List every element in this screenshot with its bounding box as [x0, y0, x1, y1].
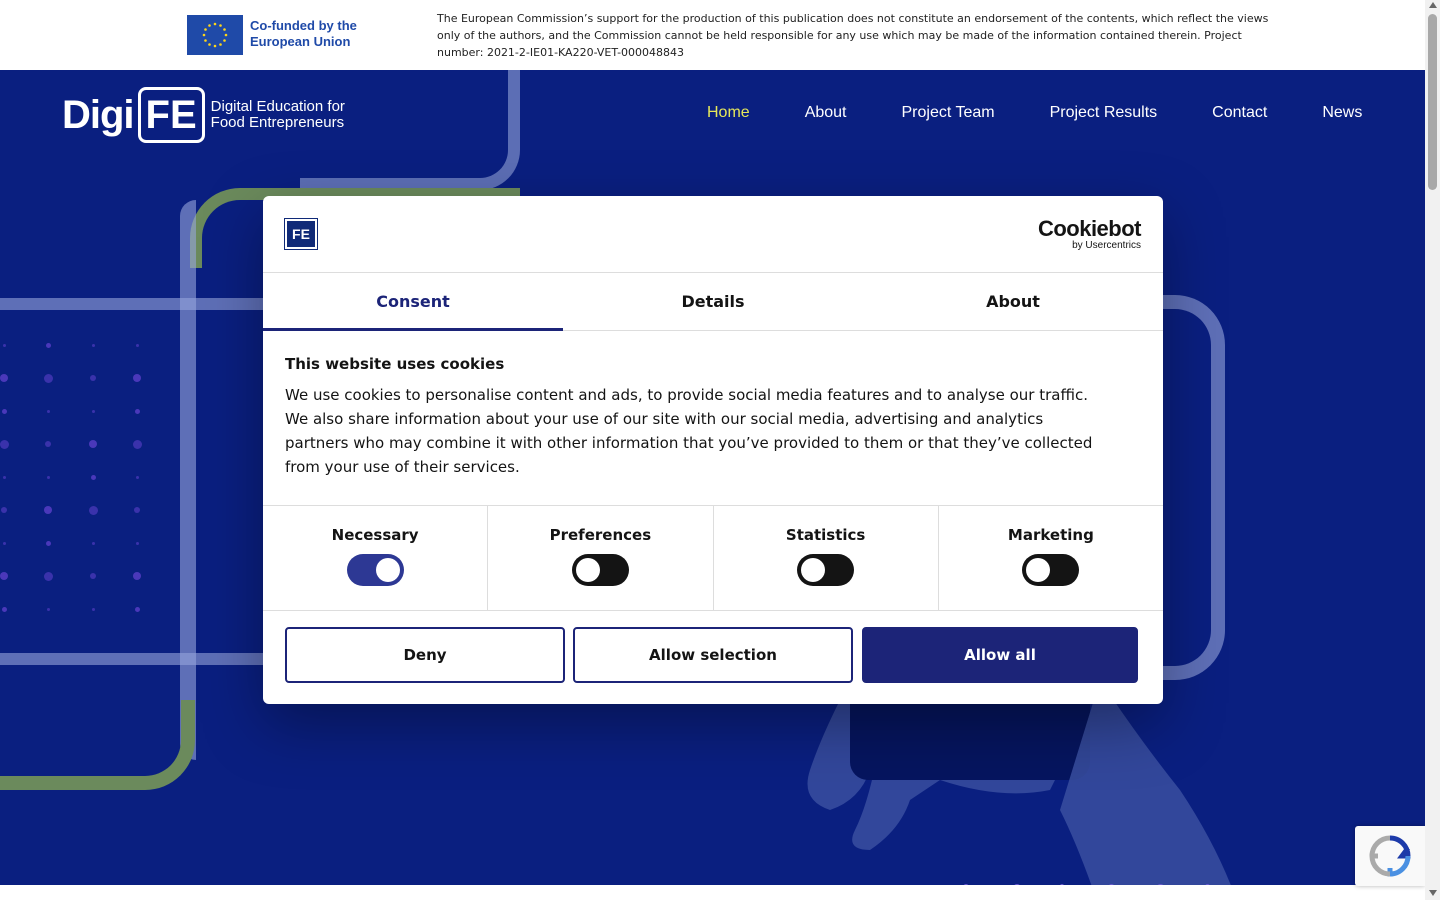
dialog-description: We use cookies to personalise content and ads, to provide social media features and to analyse our traffic. We also share information about your use of our site with our social media, advertising and analytics partners who may combine it with other information that you’ve provided to them or that they’ve collected from your use of their services.	[285, 386, 1093, 476]
toggle-group-statistics	[714, 506, 939, 610]
decorative-dot	[0, 440, 9, 449]
decorative-dot	[92, 608, 95, 611]
hand-holding-phone-image	[800, 680, 1250, 885]
dialog-buttons	[263, 611, 1163, 699]
decorative-dot	[92, 344, 95, 347]
eu-funding-label: Co-funded by the European Union	[250, 18, 357, 49]
decorative-dot	[133, 440, 142, 449]
decorative-dot	[89, 506, 98, 515]
decorative-dot	[47, 410, 50, 413]
decorative-dot	[92, 410, 95, 413]
cookie-consent-dialog	[263, 196, 1163, 704]
logo-tagline: Digital Education for Food Entrepreneurs	[210, 98, 345, 131]
nav-news[interactable]: News	[1322, 104, 1363, 121]
tab-about[interactable]: About	[986, 292, 1040, 311]
toggle-knob	[576, 558, 600, 582]
toggle-group-necessary	[263, 506, 488, 610]
necessary-toggle[interactable]	[347, 554, 404, 586]
cookie-category-toggles	[263, 505, 1163, 611]
decorative-dot-grid	[0, 335, 160, 615]
decorative-frame	[0, 700, 195, 790]
decorative-dot	[45, 441, 51, 447]
decorative-dot	[44, 572, 53, 581]
toggle-label: Preferences	[549, 526, 652, 544]
toggle-knob	[801, 558, 825, 582]
decorative-dot	[0, 572, 8, 580]
toggle-group-marketing	[939, 506, 1163, 610]
scroll-down-arrow-icon[interactable]	[1429, 890, 1437, 896]
page-scrollbar[interactable]	[1425, 0, 1440, 900]
logo-fe: FE	[138, 87, 205, 143]
nav-about[interactable]: About	[804, 104, 847, 121]
dialog-title: This website uses cookies	[285, 355, 505, 373]
eu-flag-icon	[187, 15, 243, 55]
decorative-dot	[0, 374, 8, 382]
eu-funding-banner	[0, 0, 1425, 70]
decorative-dot	[134, 507, 140, 513]
decorative-dot	[136, 542, 139, 545]
cookiebot-subtitle: by Usercentrics	[1072, 240, 1141, 251]
decorative-line	[0, 653, 300, 665]
logo-digi: Digi	[62, 92, 134, 137]
decorative-line	[0, 298, 300, 310]
decorative-dot	[46, 541, 51, 546]
decorative-dot	[133, 374, 141, 382]
decorative-dot	[90, 375, 96, 381]
scroll-up-arrow-icon[interactable]	[1429, 2, 1437, 8]
preferences-toggle[interactable]	[572, 554, 629, 586]
cookiebot-name: Cookiebot	[1037, 216, 1141, 241]
decorative-dot	[3, 344, 6, 347]
decorative-dot	[135, 409, 140, 414]
dialog-tabs	[263, 273, 1163, 331]
decorative-dot	[133, 572, 141, 580]
decorative-dot	[44, 506, 52, 514]
decorative-dot	[136, 344, 139, 347]
toggle-label: Statistics	[785, 526, 866, 544]
site-logo-small: FE	[285, 219, 317, 249]
cookiebot-logo[interactable]	[1038, 218, 1141, 251]
page-bottom-strip	[0, 885, 1425, 900]
toggle-label: Necessary	[331, 526, 419, 544]
nav-project-results[interactable]: Project Results	[1049, 104, 1158, 121]
nav-project-team[interactable]: Project Team	[901, 104, 995, 121]
decorative-dot	[2, 607, 7, 612]
allow-selection-button[interactable]: Allow selection	[573, 627, 853, 683]
decorative-dot	[136, 476, 139, 479]
decorative-dot	[46, 343, 51, 348]
tab-details[interactable]: Details	[681, 292, 745, 311]
decorative-dot	[3, 476, 6, 479]
main-nav	[700, 104, 1362, 122]
toggle-label: Marketing	[1007, 526, 1094, 544]
toggle-group-preferences	[488, 506, 713, 610]
nav-home[interactable]: Home	[707, 104, 750, 121]
decorative-frame	[180, 200, 196, 760]
decorative-dot	[44, 374, 53, 383]
toggle-knob	[376, 558, 400, 582]
statistics-toggle[interactable]	[797, 554, 854, 586]
decorative-dot	[90, 573, 96, 579]
recaptcha-badge[interactable]	[1355, 826, 1425, 886]
decorative-dot	[1, 507, 7, 513]
scrollbar-thumb[interactable]	[1428, 14, 1437, 190]
recaptcha-icon	[1368, 834, 1412, 878]
site-logo[interactable]	[62, 86, 351, 144]
decorative-dot	[92, 542, 95, 545]
decorative-dot	[47, 608, 50, 611]
dialog-header	[263, 196, 1163, 273]
decorative-dot	[135, 607, 140, 612]
eu-disclaimer: The European Commission’s support for the production of this publication does not constitute an endorsement of the contents, which reflect the views only of the authors, and the Commission cannot be held responsible for any use which may be made of the information contained therein. Project number: 2021-2-IE01-KA220-VET-000048843	[437, 12, 1269, 59]
dialog-body	[263, 331, 1163, 505]
marketing-toggle[interactable]	[1022, 554, 1079, 586]
decorative-dot	[2, 409, 7, 414]
decorative-dot	[91, 475, 96, 480]
toggle-knob	[1026, 558, 1050, 582]
decorative-dot	[89, 440, 97, 448]
deny-button[interactable]: Deny	[285, 627, 565, 683]
decorative-dot	[3, 542, 6, 545]
allow-all-button[interactable]: Allow all	[862, 627, 1138, 683]
decorative-dot	[47, 476, 50, 479]
tab-consent[interactable]: Consent	[263, 273, 563, 330]
nav-contact[interactable]: Contact	[1212, 104, 1268, 121]
